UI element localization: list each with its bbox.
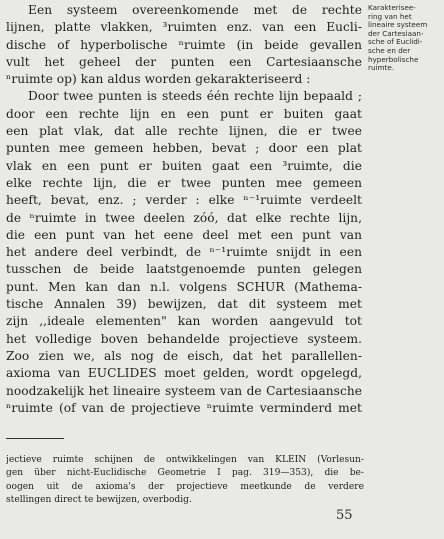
body-text-line: die een punt van het eene deel met een punt van	[6, 227, 362, 242]
footnote	[6, 454, 364, 508]
body-text-line: noodzakelijk het lineaire systeem van de Cartesiaansche	[6, 383, 362, 398]
body-text-line: ⁿruimte op) kan aldus worden gekarakteriseerd :	[6, 72, 311, 87]
body-text-line: axioma van EUCLIDES moet gelden, wordt opgelegd,	[6, 366, 362, 381]
body-text-line: ⁿruimte (of van de projectieve ⁿruimte verminderd met	[6, 400, 362, 415]
footnote-line: oogen uit de axioma's der projectieve meetkunde de verdere	[6, 481, 364, 492]
margin-note	[368, 4, 440, 73]
body-text-line: lijnen, platte vlakken, ³ruimten enz. van een Eucli-	[6, 20, 362, 35]
body-text-line: Zoo zien we, als nog de eisch, dat het parallellen-	[6, 348, 362, 363]
margin-note-line: lineaire systeem	[368, 20, 428, 30]
margin-note-line: ring van het	[368, 11, 412, 21]
body-text	[6, 2, 362, 417]
body-text-line: door een rechte lijn en een punt er buiten gaat	[6, 106, 362, 121]
body-text-line: heeft, bevat, enz. ; verder : elke ⁿ⁻¹ruimte verdeelt	[6, 193, 362, 208]
body-text-line: punten mee gemeen hebben, bevat ; door een plat	[6, 141, 362, 156]
body-text-line: zijn ,,ideale elementen" kan worden aangevuld tot	[6, 314, 362, 329]
body-text-line: Een systeem overeenkomende met de rechte	[28, 3, 362, 17]
body-text-line: het volledige boven behandelde projectieve systeem.	[6, 331, 362, 346]
body-text-line: een plat vlak, dat alle rechte lijnen, die er twee	[6, 124, 362, 139]
body-text-line: het andere deel verbindt, de ⁿ⁻¹ruimte snijdt in een	[6, 245, 362, 260]
footnote-line: jectieve ruimte schijnen de ontwikkelingen van KLEIN (Vorlesun-	[6, 455, 364, 465]
body-text-line: vlak en een punt er buiten gaat een ³ruimte, die	[6, 158, 362, 173]
footnote-line: gen über nicht-Euclidische Geometrie I pag. 319—353), die be-	[6, 468, 364, 479]
page-number: 55	[336, 508, 353, 523]
margin-note-line: sche of Euclidi-	[368, 37, 423, 47]
margin-note-line: sche en der	[368, 45, 411, 55]
body-text-line: tische Annalen 39) bewijzen, dat dit systeem met	[6, 297, 362, 312]
body-text-line: dische of hyperbolische ⁿruimte (in beide gevallen	[6, 37, 362, 52]
body-text-line: tusschen de beide laatstgenoemde punten gelegen	[6, 262, 362, 277]
margin-note-line: Karakterisee-	[368, 3, 416, 12]
body-text-line: vult het geheel der punten een Cartesiaansche	[6, 54, 362, 69]
body-text-line: elke rechte lijn, die er twee punten mee gemeen	[6, 175, 362, 190]
margin-note-line: der Cartesiaan-	[368, 28, 424, 38]
margin-note-line: hyperbolische	[368, 54, 419, 64]
footnote-line: stellingen direct te bewijzen, overbodig.	[6, 495, 192, 506]
margin-note-line: ruimte.	[368, 63, 395, 73]
body-text-line: de ⁿruimte in twee deelen zóó, dat elke rechte lijn,	[6, 210, 362, 225]
body-text-line: punt. Men kan dan n.l. volgens SCHUR (Mathema-	[6, 279, 362, 294]
footnote-rule	[6, 438, 64, 439]
body-text-line: Door twee punten is steeds één rechte lijn bepaald ;	[28, 89, 362, 104]
